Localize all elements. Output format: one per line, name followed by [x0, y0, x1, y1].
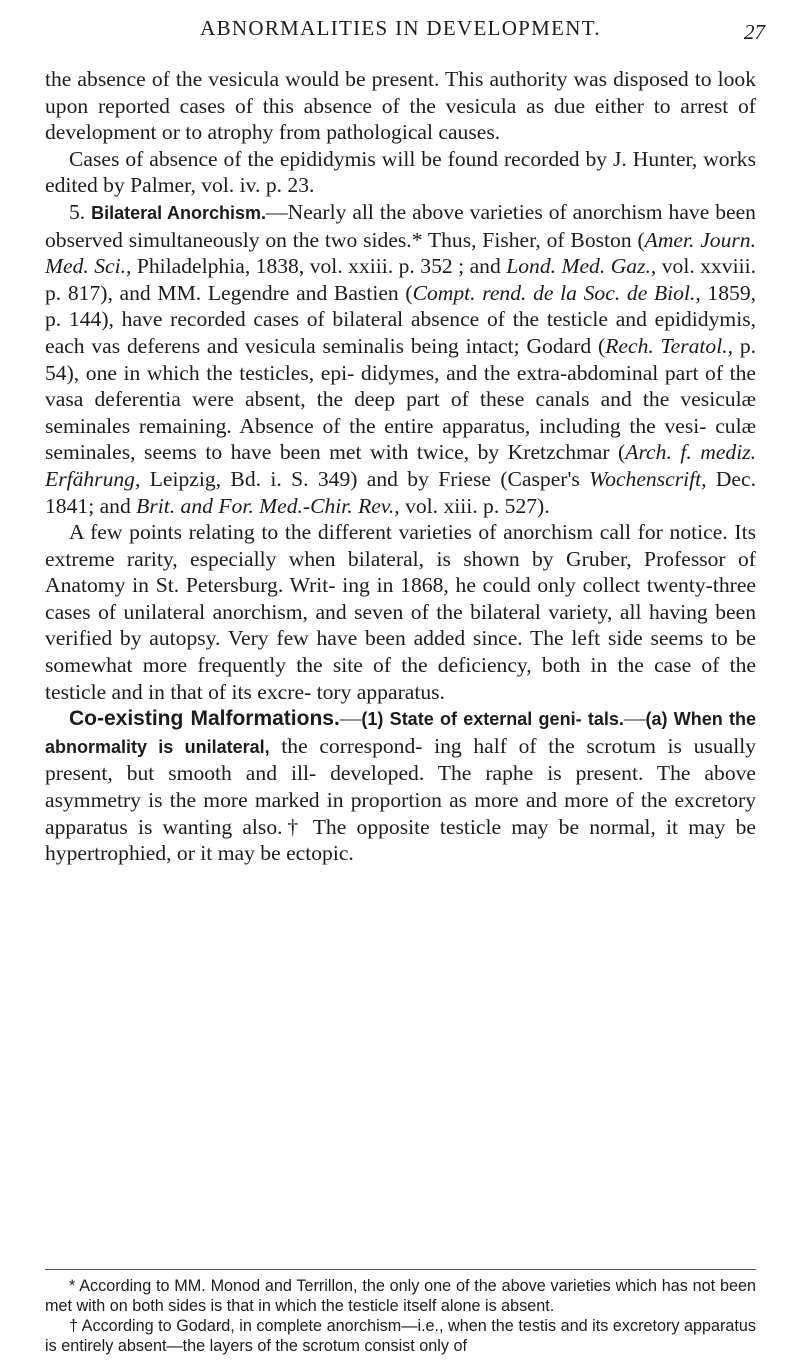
footnote-divider: [45, 1269, 756, 1270]
text-run: the correspond- ing half of the scrotum is usually present, but smooth and ill- developed. The raphe is present. The above asymmetry is the more marked in proportion as more and more of the excretory apparatus is wanting also.† The opposite testicle may be normal, it may be hypertrophied, or it may be ectopic.: [45, 733, 757, 866]
text-run: 1859, p. 144), have recorded cases of bilateral absence of the testicle and epididymis, each vas deferens and vesicula seminalis being intact; Godard (: [45, 280, 757, 358]
paragraph-bilateral-anorchism: [45, 199, 756, 519]
page-header: [0, 16, 801, 46]
text-run: Dec. 1841; and: [45, 466, 757, 518]
body-text: [45, 66, 756, 867]
page-number: 27: [744, 20, 765, 44]
section-heading-co-existing-malformations: Co-existing Malformations.: [69, 707, 340, 731]
subheading-unilateral: (a) When the abnormality is unilateral,: [45, 709, 756, 757]
section-heading-bilateral-anorchism: Bilateral Anorchism.: [91, 202, 267, 223]
text-run: Leipzig, Bd. i. S. 349) and by Friese (Casper's: [140, 466, 590, 491]
section-number: 5.: [69, 199, 86, 224]
footnote-asterisk: * According to MM. Monod and Terrillon, the only one of the above varieties which has not been met with on both sides is that in which the testicle itself alone is absent.: [45, 1277, 756, 1315]
text-run: p. 54), one in which the testicles, epi- didymes, and the extra-abdominal part of the vasa deferentia were absent, the deep part of these canals and the vesiculæ seminales remaining. Absence of the entire apparatus, including the vesi- culæ seminales, seems to have been met with twice, by Kretzchmar (: [45, 333, 757, 465]
paragraph-epididymis: Cases of absence of the epididymis will be found recorded by J. Hunter, works edited by Palmer, vol. iv. p. 23.: [45, 146, 756, 198]
footnotes: [45, 1276, 756, 1356]
citation: Rech. Teratol.,: [605, 333, 733, 358]
footnote-dagger: † According to Godard, in complete anorchism—i.e., when the testis and its excretory apparatus is entirely absent—the layers of the scrotum consist only of: [45, 1317, 756, 1355]
citation: Amer. Journ. Med. Sci.,: [45, 227, 757, 279]
text-run: Philadelphia, 1838, vol. xxiii. p. 352 ; and: [131, 254, 507, 279]
citation: Brit. and For. Med.-Chir. Rev.,: [136, 493, 400, 518]
text-run: vol. xiii. p. 527).: [399, 493, 550, 518]
text-run: —Nearly all the above varieties of anorchism have been observed simultaneously on the two sides.* Thus, Fisher, of Boston (: [45, 199, 756, 252]
citation: Compt. rend. de la Soc. de Biol.,: [412, 280, 701, 305]
text-run: vol. xxviii. p. 817), and MM. Legendre and Bastien (: [45, 254, 756, 305]
subheading-external-genitals: (1) State of external geni- tals.: [361, 709, 624, 730]
paragraph-continuation: the absence of the vesicula would be present. This authority was disposed to look upon reported cases of this absence of the vesicula as due either to arrest of development or to atrophy from pathological causes.: [45, 67, 756, 145]
citation: Lond. Med. Gaz.,: [506, 254, 657, 279]
text-run: —: [339, 706, 362, 731]
paragraph-co-existing-malformations: [45, 705, 756, 867]
citation: Arch. f. mediz. Erfährung,: [45, 440, 757, 491]
citation: Wochenscrift,: [589, 466, 707, 491]
running-title: ABNORMALITIES IN DEVELOPMENT.: [200, 16, 601, 40]
text-run: —: [623, 706, 646, 731]
paragraph-notes-on-varieties: A few points relating to the different varieties of anorchism call for notice. Its extreme rarity, especially when bilateral, is shown by Gruber, Professor of Anatomy in St. Petersburg. Writ- ing in 1868, he could only collect twenty-three cases of unilateral anorchism, and seven of the bilateral variety, all having been verified by autopsy. Very few have been added since. The left side seems to be somewhat more frequently the site of the deficiency, both in the case of the testicle and in that of its excre- tory apparatus.: [45, 520, 756, 704]
